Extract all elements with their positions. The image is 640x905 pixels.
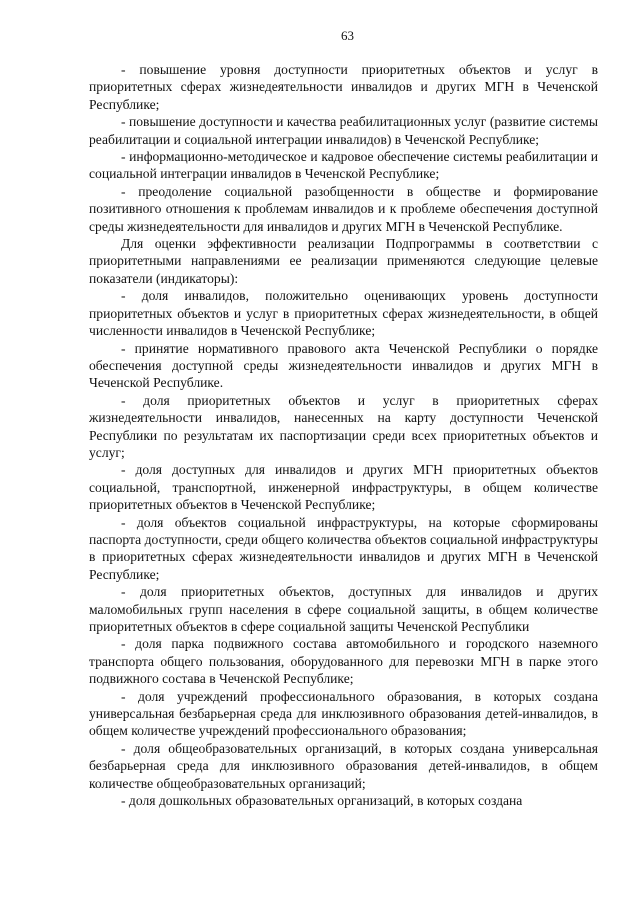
paragraph-12: - доля парка подвижного состава автомобильного и городского наземного транспорта общего пользования, оборудованного для перевозки МГН в парке этого подвижного состава в Чеченской Республике; xyxy=(89,636,598,687)
paragraph-15: - доля дошкольных образовательных организаций, в которых создана xyxy=(121,793,523,809)
paragraph-9: - доля доступных для инвалидов и других МГН приоритетных объектов социальной, транспортной, инженерной инфраструктуры, в общем количестве приоритетных объектов в Чеченской Республике; xyxy=(89,462,598,513)
paragraph-5: Для оценки эффективности реализации Подпрограммы в соответствии с приоритетными направлениями ее реализации применяются следующие целевые показатели (индикаторы): xyxy=(89,236,598,286)
paragraph-14: - доля общеобразовательных организаций, в которых создана универсальная безбарьерная среда для инклюзивного образования детей-инвалидов, в общем количестве общеобразовательных организаций; xyxy=(89,740,598,791)
paragraph-2: - повышение доступности и качества реабилитационных услуг (развитие системы реабилитации и социальной интеграции инвалидов) в Чеченской Республике; xyxy=(89,114,598,147)
paragraph-6: - доля инвалидов, положительно оценивающих уровень доступности приоритетных объектов и услуг в приоритетных сферах жизнедеятельности, в общей численности инвалидов в Чеченской Республике; xyxy=(89,288,598,339)
paragraph-10: - доля объектов социальной инфраструктуры, на которые сформированы паспорта доступности, среди общего количества объектов социальной инфраструктуры в приоритетных сферах жизнедеятельности инвалидов и других МГН в Чеченской Республике; xyxy=(89,514,598,582)
paragraph-4: - преодоление социальной разобщенности в обществе и формирование позитивного отношения к проблемам инвалидов и к проблеме обеспечения доступной среды жизнедеятельности для инвалидов и других МГН в Чеченской Республике. xyxy=(89,183,598,234)
document-body xyxy=(89,61,598,809)
paragraph-7: - принятие нормативного правового акта Чеченской Республики о порядке обеспечения доступной среды жизнедеятельности инвалидов и других МГН в Чеченской Республике. xyxy=(89,340,598,391)
paragraph-8: - доля приоритетных объектов и услуг в приоритетных сферах жизнедеятельности инвалидов, нанесенных на карту доступности Чеченской Республики по результатам их паспортизации среди всех приоритетных объектов и услуг; xyxy=(89,392,598,460)
paragraph-11: - доля приоритетных объектов, доступных для инвалидов и других маломобильных групп населения в сфере социальной защиты, в общем количестве приоритетных объектов в сфере социальной защиты Чеченской Республики xyxy=(89,584,598,634)
paragraph-13: - доля учреждений профессионального образования, в которых создана универсальная безбарьерная среда для инклюзивного образования детей-инвалидов, в общем количестве учреждений профессионального образования; xyxy=(89,688,598,739)
page-number: 63 xyxy=(341,28,354,43)
paragraph-3: - информационно-методическое и кадровое обеспечение системы реабилитации и социальной интеграции инвалидов в Чеченской Республике; xyxy=(89,149,598,182)
paragraph-1: - повышение уровня доступности приоритетных объектов и услуг в приоритетных сферах жизнедеятельности инвалидов и других МГН в Чеченской Республике; xyxy=(89,62,598,112)
